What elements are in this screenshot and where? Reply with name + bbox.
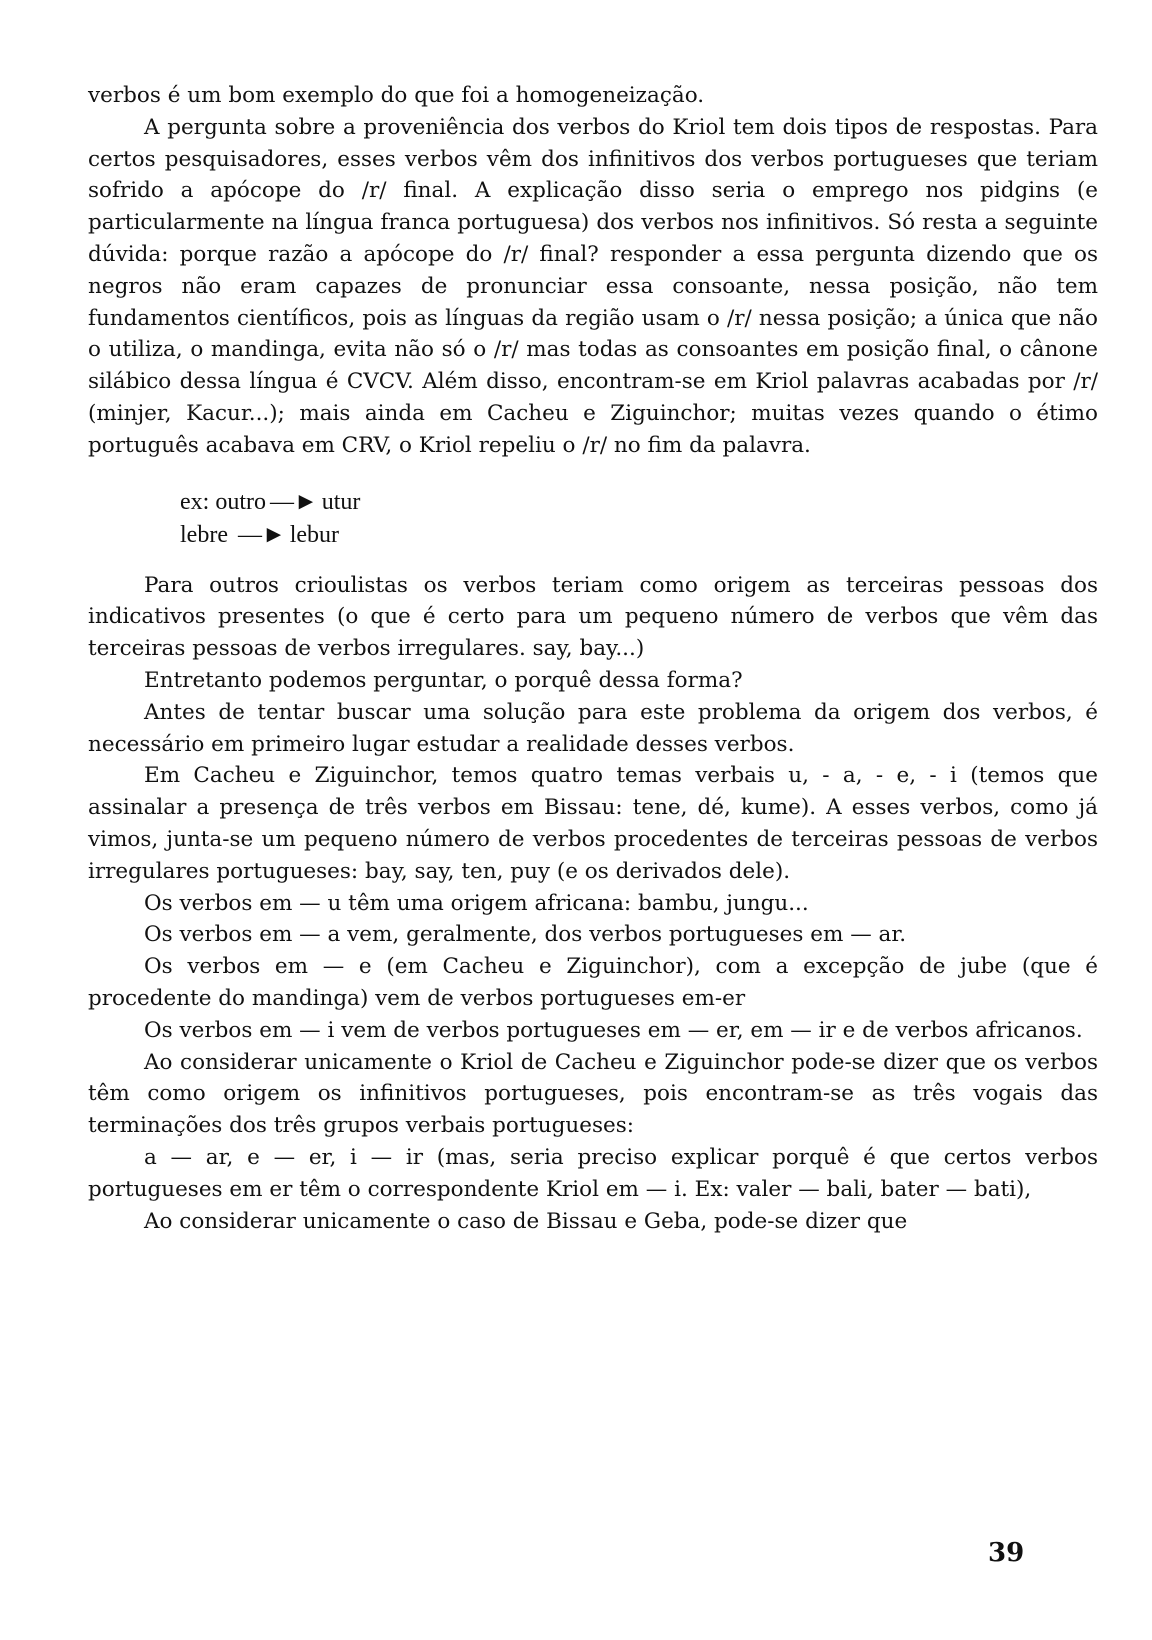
paragraph-5: Antes de tentar buscar uma solução para este problema da origem dos verbos, é necessário em primeiro lugar estudar a realidade desses verbos.	[88, 699, 1098, 757]
paragraph-12: a — ar, e — er, i — ir (mas, seria preciso explicar porquê é que certos verbos portugueses em er têm o correspondente Kriol em — i. Ex: valer — bali, bater — bati),	[88, 1144, 1098, 1202]
example-target-word: lebur	[289, 521, 340, 548]
paragraph-13: Ao considerar unicamente o caso de Bissau e Geba, pode-se dizer que	[144, 1208, 908, 1234]
page-number: 39	[988, 1538, 1025, 1568]
arrow-right-icon: —►	[237, 521, 286, 548]
paragraph-10: Os verbos em — i vem de verbos portugueses em — er, em — ir e de verbos africanos.	[144, 1017, 1083, 1043]
paragraph-9: Os verbos em — e (em Cacheu e Ziguinchor), com a excepção de jube (que é procedente do mandinga) vem de verbos portugueses em-er	[88, 954, 1098, 1011]
example-row-1	[180, 486, 1098, 519]
paragraph-7: Os verbos em — u têm uma origem africana: bambu, jungu...	[144, 890, 809, 916]
paragraph-1: verbos é um bom exemplo do que foi a homogeneização.	[88, 83, 705, 108]
example-target-word: utur	[321, 488, 361, 515]
paragraph-6: Em Cacheu e Ziguinchor, temos quatro temas verbais u, - a, - e, - i (temos que assinalar a presença de três verbos em Bissau: tene, dé, kume). A esses verbos, como já vimos, junta-se um pequeno número de verbos procedentes de terceiras pessoas de verbos irregulares portugueses: bay, say, ten, puy (e os derivados dele).	[88, 763, 1098, 884]
paragraph-11: Ao considerar unicamente o Kriol de Cacheu e Ziguinchor pode-se dizer que os verbos têm como origem os infinitivos portugueses, pois encontram-se as três vogais das terminações dos três grupos verbais portugueses:	[88, 1049, 1098, 1139]
examples-block	[180, 486, 1098, 552]
paragraph-2: A pergunta sobre a proveniência dos verbos do Kriol tem dois tipos de respostas. Para certos pesquisadores, esses verbos vêm dos infinitivos dos verbos portugueses que teriam sofrido a apócope do /r/ final. A explicação disso seria o emprego nos pidgins (e particularmente na língua franca portuguesa) dos verbos nos infinitivos. Só resta a seguinte dúvida: porque razão a apócope do /r/ final? responder a essa pergunta dizendo que os negros não eram capazes de pronunciar essa consoante, nessa posição, não tem fundamentos científicos, pois as línguas da região usam o /r/ nessa posição; a única que não o utiliza, o mandinga, evita não só o /r/ mas todas as consoantes em posição final, o cânone silábico dessa língua é CVCV. Além disso, encontram-se em Kriol palavras acabadas por /r/ (minjer, Kacur...); mais ainda em Cacheu e Ziguinchor; muitas vezes quando o étimo português acabava em CRV, o Kriol repeliu o /r/ no fim da palavra.	[88, 114, 1098, 458]
paragraph-3: Para outros crioulistas os verbos teriam como origem as terceiras pessoas dos indicativos presentes (o que é certo para um pequeno número de verbos que vêm das terceiras pessoas de verbos irregulares. say, bay...)	[88, 572, 1098, 662]
example-source-word: lebre	[180, 521, 228, 548]
arrow-right-icon: —►	[270, 488, 318, 515]
example-prefix: ex:	[180, 488, 210, 515]
page-body	[88, 80, 1098, 1237]
example-source-word: outro	[215, 488, 266, 515]
example-row-2	[180, 519, 1098, 552]
paragraph-4: Entretanto podemos perguntar, o porquê dessa forma?	[144, 667, 743, 693]
paragraph-8: Os verbos em — a vem, geralmente, dos verbos portugueses em — ar.	[144, 922, 907, 948]
